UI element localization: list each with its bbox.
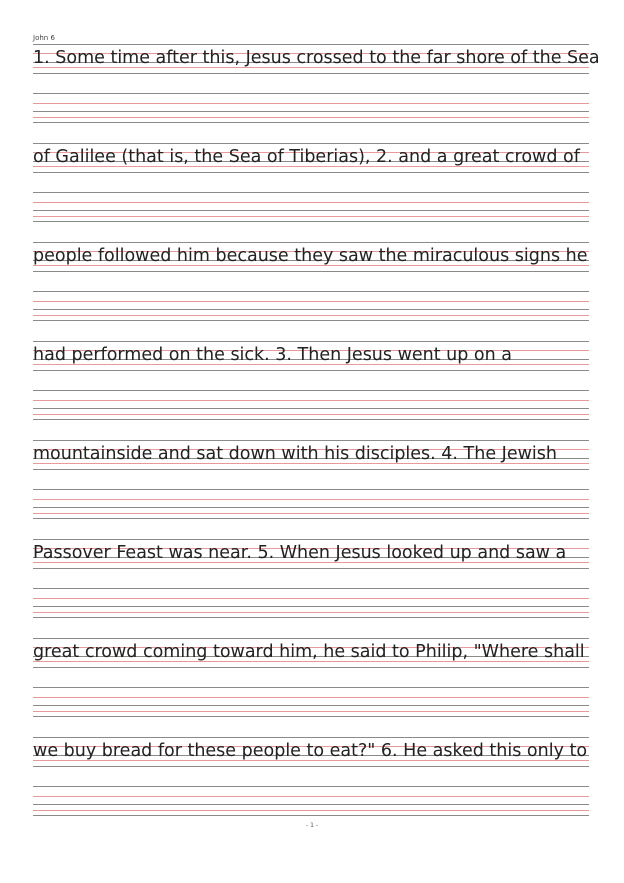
writing-block bbox=[33, 242, 589, 341]
writing-block bbox=[33, 341, 589, 440]
chapter-header: John 6 bbox=[33, 34, 55, 42]
verse-line: of Galilee (that is, the Sea of Tiberias), 2. and a great crowd of bbox=[33, 147, 580, 167]
verse-line: Passover Feast was near. 5. When Jesus looked up and saw a bbox=[33, 543, 567, 563]
writing-block bbox=[33, 440, 589, 539]
writing-block bbox=[33, 143, 589, 242]
writing-block bbox=[33, 44, 600, 143]
verse-line: had performed on the sick. 3. Then Jesus went up on a bbox=[33, 345, 513, 365]
verse-line: 1. Some time after this, Jesus crossed to the far shore of the Sea bbox=[33, 48, 600, 68]
writing-block bbox=[33, 539, 589, 638]
verse-line: we buy bread for these people to eat?" 6. He asked this only to bbox=[33, 741, 588, 761]
writing-block bbox=[33, 638, 589, 737]
verse-line: mountainside and sat down with his disciples. 4. The Jewish bbox=[33, 444, 557, 464]
verse-line: great crowd coming toward him, he said to Philip, "Where shall bbox=[33, 642, 585, 662]
page-number: - 1 - bbox=[306, 822, 318, 829]
verse-line: people followed him because they saw the miraculous signs he bbox=[33, 246, 588, 266]
